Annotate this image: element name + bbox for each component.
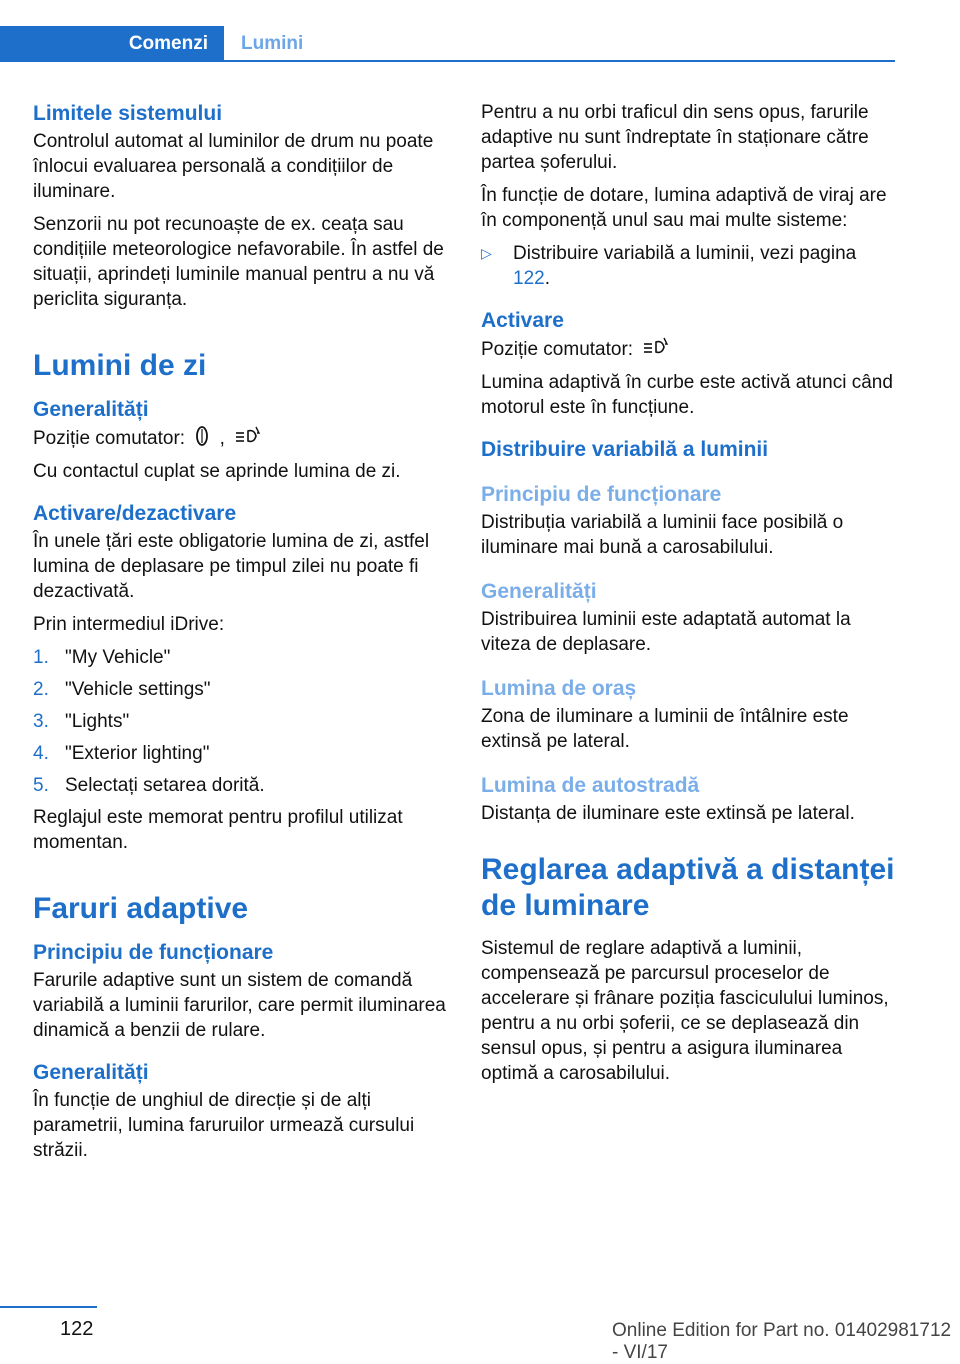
header-rule (224, 60, 895, 62)
section-generalitati: Generalități (33, 1061, 149, 1084)
paragraph: Cu contactul cuplat se aprinde lumina de zi. (33, 461, 401, 482)
right-column (481, 100, 895, 1094)
step-number: 3. (33, 711, 49, 732)
list-item (33, 677, 447, 702)
paragraph: Farurile adaptive sunt un sistem de comandă variabilă a luminii farurilor, care permit iluminarea dinamică a benzii de rulare. (33, 970, 446, 1041)
footer-rule (0, 1306, 97, 1308)
triangle-bullet-icon: ▷ (481, 245, 492, 261)
paragraph: Prin intermediul iDrive: (33, 614, 225, 635)
paragraph: Zona de iluminare a luminii de întâlnire este extinsă pe lateral. (481, 706, 849, 752)
paragraph: Lumina adaptivă în curbe este activă atunci când motorul este în funcțiune. (481, 372, 893, 418)
step-number: 4. (33, 743, 49, 764)
step-number: 5. (33, 775, 49, 796)
subsection-lumina-de-autostrada: Lumina de autostradă (481, 774, 700, 797)
list-item (33, 645, 447, 670)
paragraph: Senzorii nu pot recunoaște de ex. ceața sau condițiile meteorologice nefavorabile. În astfel de situații, aprindeți luminile manual pentru a nu vă periclita siguranța. (33, 214, 444, 310)
switch-position-label: Poziție comutator: (481, 339, 634, 360)
subsection-lumina-de-oras: Lumina de oraș (481, 677, 637, 700)
paragraph: Sistemul de reglare adaptivă a luminii, compensează pe parcursul proceselor de accelerare și frânare poziția fasciculului luminos, pentru a nu orbi șoferii, ce se deplasează din sensul opus, și pentru a asigura iluminarea optimă a carosabilului. (481, 938, 889, 1084)
page-header (0, 26, 895, 62)
step-text: "Lights" (65, 711, 130, 732)
paragraph: Distribuirea luminii este adaptată automat la viteza de deplasare. (481, 609, 851, 655)
automatic-headlight-icon (642, 336, 670, 358)
bullet-label: Distribuire variabilă a luminii, vezi pagina (513, 243, 857, 264)
section-activare: Activare (481, 309, 564, 332)
paragraph: În funcție de dotare, lumina adaptivă de viraj are în componență unul sau mai multe sisteme: (481, 185, 887, 231)
paragraph: Distanța de iluminare este extinsă pe lateral. (481, 803, 855, 824)
paragraph: Pentru a nu orbi traficul din sens opus, farurile adaptive nu sunt îndreptate în staționare către partea șoferului. (481, 102, 869, 173)
switch-position-line (481, 336, 895, 362)
list-item (33, 773, 447, 798)
section-limitele-sistemului: Limitele sistemului (33, 102, 223, 125)
paragraph: Reglajul este memorat pentru profilul utilizat momentan. (33, 807, 403, 853)
section-principiu-de-functionare: Principiu de funcționare (33, 941, 274, 964)
step-number: 2. (33, 679, 49, 700)
bullet-text (513, 241, 895, 291)
subsection-generalitati: Generalități (481, 580, 597, 603)
heading-reglarea-adaptiva: Reglarea adaptivă a distanței de luminare (481, 853, 895, 922)
list-item (33, 709, 447, 734)
paragraph: Controlul automat al luminilor de drum nu poate înlocui evaluarea personală a condițiilor de iluminare. (33, 131, 434, 202)
list-item (33, 741, 447, 766)
automatic-headlight-icon (234, 425, 262, 447)
switch-position-label: Poziție comutator: (33, 428, 186, 449)
section-distribuire-variabila: Distribuire variabilă a luminii (481, 438, 769, 461)
header-tab-comenzi[interactable]: Comenzi (0, 26, 224, 62)
step-text: "My Vehicle" (65, 647, 171, 668)
paragraph: În unele țări este obligatorie lumina de zi, astfel lumina de deplasare pe timpul zilei nu poate fi dezactivată. (33, 531, 430, 602)
light-off-symbol-icon (194, 425, 210, 447)
list-item (481, 241, 895, 291)
paragraph: În funcție de unghiul de direcție și de alți parametrii, lumina faruruilor urmează cursului străzii. (33, 1090, 415, 1161)
header-tab-lumini[interactable]: Lumini (241, 33, 304, 54)
step-text: Selectați setarea dorită. (65, 775, 265, 796)
left-column (33, 100, 447, 1171)
idrive-steps-list (33, 645, 447, 798)
switch-position-line (33, 425, 447, 451)
step-number: 1. (33, 647, 49, 668)
heading-faruri-adaptive: Faruri adaptive (33, 892, 249, 925)
section-activare-dezactivare: Activare/dezactivare (33, 502, 237, 525)
symbol-separator: , (219, 428, 225, 449)
page-reference-link[interactable]: 122 (513, 268, 545, 289)
step-text: "Vehicle settings" (65, 679, 211, 700)
paragraph: Distribuția variabilă a luminii face posibilă o iluminare mai bună a carosabilului. (481, 512, 844, 558)
bullet-end: . (544, 268, 550, 289)
section-generalitati: Generalități (33, 398, 149, 421)
heading-lumini-de-zi: Lumini de zi (33, 349, 207, 382)
edition-note: Online Edition for Part no. 01402981712 - VI/17 (612, 1320, 952, 1363)
subsection-principiu-de-functionare: Principiu de funcționare (481, 483, 722, 506)
step-text: "Exterior lighting" (65, 743, 210, 764)
page-number: 122 (60, 1318, 94, 1340)
